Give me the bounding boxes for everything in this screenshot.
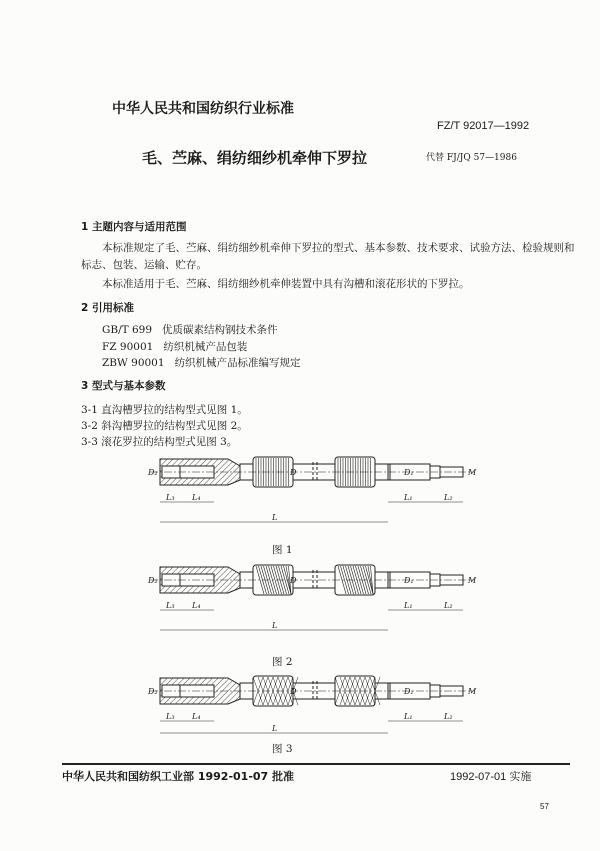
label-D: D bbox=[290, 687, 297, 696]
label-L3: L₃ bbox=[166, 712, 175, 721]
label-L3: L₃ bbox=[166, 601, 175, 610]
label-M: M bbox=[468, 687, 477, 696]
footer-divider bbox=[62, 763, 570, 765]
label-L: L bbox=[272, 621, 278, 630]
ref-name: 优质碳素结构钢技术条件 bbox=[162, 324, 278, 336]
figure-3-drawing bbox=[0, 664, 600, 742]
document-title: 毛、苎麻、绢纺细纱机牵伸下罗拉 bbox=[142, 149, 368, 167]
label-D2: D₂ bbox=[148, 468, 158, 477]
figure-2-caption: 图 2 bbox=[272, 656, 293, 668]
figure-2-drawing bbox=[0, 553, 600, 648]
paragraph: 本标准适用于毛、苎麻、绢纺细纱机牵伸装置中具有沟槽和滚花形状的下罗拉。 bbox=[102, 278, 470, 290]
label-D: D bbox=[290, 576, 297, 585]
ref-code: ZBW 90001 bbox=[102, 357, 165, 369]
ref-name: 纺织机械产品包装 bbox=[163, 341, 248, 353]
clause-item: 3-2 斜沟槽罗拉的结构型式见图 2。 bbox=[81, 420, 248, 432]
section-2-heading: 2 引用标准 bbox=[81, 302, 134, 314]
label-L1: L₁ bbox=[404, 493, 413, 502]
roller-2 bbox=[335, 457, 375, 487]
section-1-heading: 1 主题内容与适用范围 bbox=[81, 221, 187, 233]
label-L3: L₃ bbox=[166, 493, 175, 502]
effective-date: 1992-07-01 实施 bbox=[450, 771, 532, 783]
figure-3-caption: 图 3 bbox=[272, 743, 293, 755]
label-L2: L₂ bbox=[444, 601, 453, 610]
label-L2: L₂ bbox=[444, 493, 453, 502]
label-L1: L₁ bbox=[404, 601, 413, 610]
ref-code: FZ 90001 bbox=[102, 341, 154, 353]
label-L4: L₄ bbox=[192, 601, 201, 610]
reference-item bbox=[102, 339, 247, 354]
replaces-note: 代替 FJ/JQ 57—1986 bbox=[426, 153, 517, 163]
ref-name: 纺织机械产品标准编写规定 bbox=[174, 357, 301, 369]
clause-item: 3-3 滚花罗拉的结构型式见图 3。 bbox=[81, 436, 238, 448]
label-M: M bbox=[468, 468, 477, 477]
label-D1: D₁ bbox=[404, 468, 414, 477]
label-L: L bbox=[272, 724, 278, 733]
clause-item: 3-1 直沟槽罗拉的结构型式见图 1。 bbox=[81, 404, 248, 416]
label-L: L bbox=[272, 513, 278, 522]
standard-code: FZ/T 92017—1992 bbox=[437, 120, 530, 132]
label-L4: L₄ bbox=[192, 493, 201, 502]
section-3-heading: 3 型式与基本参数 bbox=[81, 380, 166, 392]
paragraph: 标志、包装、运输、贮存。 bbox=[81, 259, 207, 271]
label-D: D bbox=[290, 468, 297, 477]
label-L1: L₁ bbox=[404, 712, 413, 721]
figure-1-caption: 图 1 bbox=[272, 544, 293, 556]
label-L2: L₂ bbox=[444, 712, 453, 721]
label-M: M bbox=[468, 576, 477, 585]
label-L4: L₄ bbox=[192, 712, 201, 721]
label-D2: D₂ bbox=[148, 576, 158, 585]
label-D1: D₁ bbox=[404, 576, 414, 585]
page-number: 57 bbox=[540, 802, 549, 811]
paragraph: 本标准规定了毛、苎麻、绢纺细纱机牵伸下罗拉的型式、基本参数、技术要求、试验方法、检验规则和 bbox=[102, 242, 575, 254]
issuing-org: 中华人民共和国纺织行业标准 bbox=[112, 101, 294, 117]
ref-code: GB/T 699 bbox=[102, 324, 153, 336]
label-D1: D₁ bbox=[404, 687, 414, 696]
label-D2: D₂ bbox=[148, 687, 158, 696]
approval-note: 中华人民共和国纺织工业部 1992-01-07 批准 bbox=[62, 770, 295, 783]
figure-1-drawing bbox=[0, 445, 600, 540]
reference-item bbox=[102, 355, 301, 370]
reference-item bbox=[102, 322, 278, 337]
